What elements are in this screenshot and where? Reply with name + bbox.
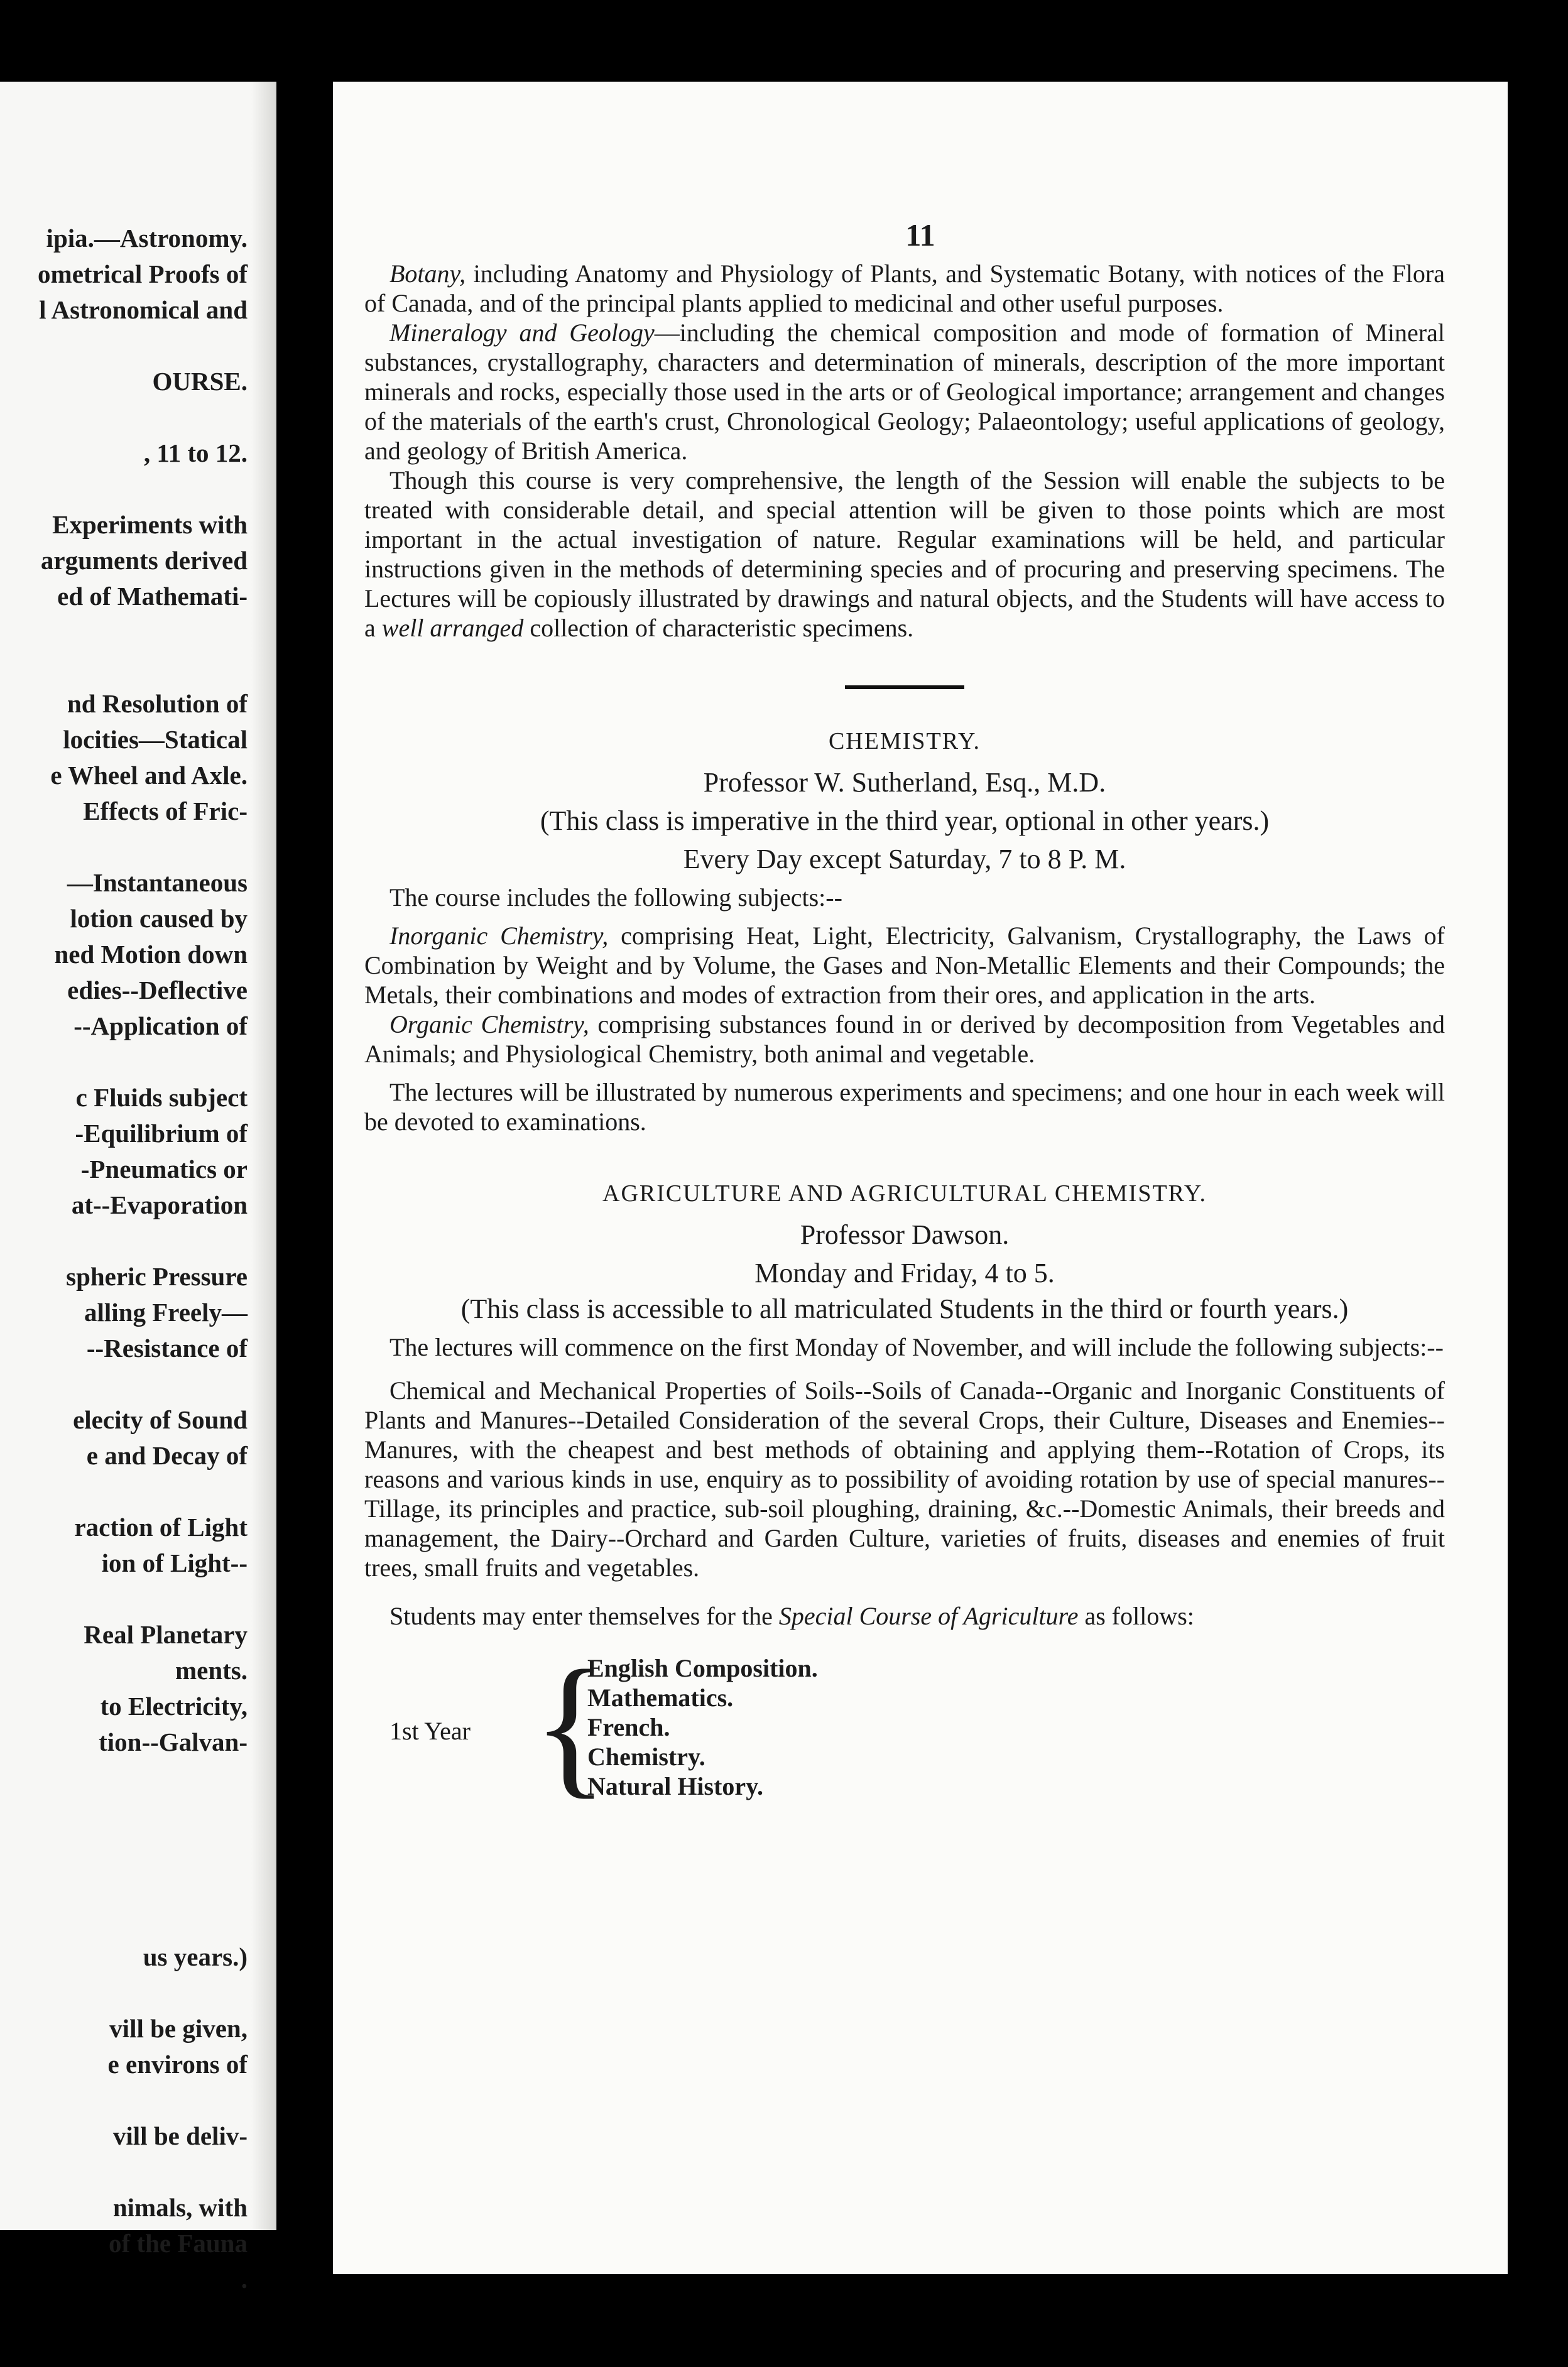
left-page-line: to Electricity, [100, 1692, 248, 1721]
left-page-line: Experiments with [52, 510, 248, 539]
left-page-line: arguments derived [40, 546, 248, 575]
left-page-line: Real Planetary [84, 1620, 248, 1649]
special-course-outro: as follows: [1078, 1602, 1194, 1630]
organic-text: comprising substances found in or derived by decomposition from Vegetables and Animals; and Physiological Chemistry, both animal and vegetable. [364, 1010, 1446, 1068]
left-page-line: locities—Statical [63, 725, 248, 754]
left-page-line: ments. [175, 1656, 248, 1685]
subject-item: English Composition. [587, 1654, 818, 1682]
agriculture-heading: AGRICULTURE AND AGRICULTURAL CHEMISTRY. [602, 1180, 1207, 1207]
left-page-line: nd Resolution of [67, 689, 248, 718]
left-page-line: vill be deliv- [112, 2121, 248, 2150]
left-page-line: e and Decay of [86, 1441, 248, 1470]
left-page-line: Effects of Fric- [83, 797, 248, 825]
agriculture-note: (This class is accessible to all matriculated Students in the third or fourth years.) [460, 1293, 1349, 1324]
first-year-label: 1st Year [389, 1717, 471, 1745]
left-page-line: us years.) [143, 1942, 248, 1971]
subject-item: French. [587, 1713, 670, 1741]
left-page-fragment [0, 82, 276, 2294]
left-page-line: ipia.—Astronomy. [46, 224, 248, 253]
left-page-line: ion of Light-- [101, 1548, 248, 1577]
mineralogy-paragraph [364, 318, 1445, 465]
left-page-line: alling Freely— [84, 1298, 248, 1327]
course-note-emphasis: well arranged [381, 614, 524, 642]
chemistry-heading: CHEMISTRY. [828, 728, 981, 754]
left-page-line: -Pneumatics or [80, 1155, 248, 1184]
chemistry-professor: Professor W. Sutherland, Esq., M.D. [703, 767, 1106, 798]
page-gutter-shadow [251, 82, 276, 2230]
brace-glyph: { [533, 1638, 608, 1812]
left-page-line: elecity of Sound [73, 1405, 248, 1434]
left-page-line: of the Fauna [109, 2229, 248, 2258]
left-page-line: ometrical Proofs of [38, 259, 248, 288]
left-page-line: edies--Deflective [67, 976, 248, 1004]
left-page-line: raction of Light [74, 1513, 248, 1542]
first-year-subjects [587, 1653, 818, 1801]
left-page-line: nimals, with [112, 2193, 248, 2222]
left-page-line: -Equilibrium of [75, 1119, 248, 1148]
special-course-line [364, 1601, 1445, 1631]
left-page-line: l Astronomical and [39, 295, 248, 324]
subject-item: Mathematics. [587, 1684, 734, 1712]
page-content [364, 259, 1445, 1810]
mineralogy-title: Mineralogy and Geology [389, 318, 655, 347]
agriculture-professor: Professor Dawson. [800, 1219, 1010, 1250]
left-page-line: tion--Galvan- [99, 1728, 248, 1756]
agriculture-intro: The lectures will commence on the first Monday of November, and will include the following subjects:-- [389, 1333, 1444, 1361]
inorganic-paragraph [364, 921, 1445, 1009]
left-page-line: e environs of [107, 2050, 248, 2079]
left-page-line: OURSE. [152, 367, 248, 396]
left-page-line: c Fluids subject [75, 1083, 248, 1112]
document-page [333, 82, 1508, 2274]
inorganic-text: comprising Heat, Light, Electricity, Galvanism, Crystallography, the Laws of Combination by Weight and by Volume, the Gases and Non-Metallic Elements and their Compounds; the Metals, their combinations and modes of extraction from their ores, and application in the arts. [364, 922, 1445, 1009]
mineralogy-text: —including the chemical composition and mode of formation of Mineral substances, crystallography, characters and determination of minerals, description of the more important minerals and rocks, especially those used in the arts or of Geological importance; arrangement and changes of the materials of the earth's crust, Chronological Geology; Palaeontology; useful applications of geology, and geology of British America. [364, 318, 1445, 465]
inorganic-title: Inorganic Chemistry, [389, 922, 609, 950]
botany-paragraph [364, 259, 1445, 318]
agriculture-schedule: Monday and Friday, 4 to 5. [754, 1258, 1055, 1288]
course-note-text-a: Though this course is very comprehensive, the length of the Session will enable the subjects to be treated with considerable detail, and special attention will be given to those points which are most important in the actual investigation of nature. Regular examinations will be held, and particular instructions given in the methods of determining species and of procuring and preserving specimens. The Lectures will be copiously illustrated by drawings and natural objects, and the Students will have access to a [364, 466, 1445, 642]
organic-paragraph [364, 1009, 1445, 1069]
special-course-intro: Students may enter themselves for the [389, 1602, 779, 1630]
left-page-line: --Application of [74, 1011, 248, 1040]
left-page-line: ed of Mathemati- [57, 582, 248, 611]
section-divider [845, 685, 964, 689]
course-note-text-b: collection of characteristic specimens. [523, 614, 914, 642]
left-page-line: at--Evaporation [71, 1190, 248, 1219]
left-page-line: lotion caused by [70, 904, 248, 933]
subject-item: Chemistry. [587, 1743, 705, 1771]
left-page-line: , 11 to 12. [143, 438, 248, 467]
chemistry-schedule: Every Day except Saturday, 7 to 8 P. M. [683, 844, 1126, 874]
botany-text: including Anatomy and Physiology of Plants, and Systematic Botany, with notices of the Flora of Canada, and of the principal plants applied to medicinal and other useful purposes. [364, 259, 1445, 317]
left-page-line: vill be given, [109, 2014, 248, 2043]
special-course-title: Special Course of Agriculture [778, 1602, 1079, 1630]
chemistry-note: (This class is imperative in the third year, optional in other years.) [540, 805, 1270, 836]
page-number: 11 [905, 217, 935, 253]
subject-item: Natural History. [587, 1772, 763, 1800]
chemistry-intro: The course includes the following subjects:-- [389, 883, 842, 911]
course-note-paragraph [364, 465, 1445, 643]
chemistry-lectures: The lectures will be illustrated by numerous experiments and specimens; and one hour in each week will be devoted to examinations. [364, 1078, 1445, 1136]
organic-title: Organic Chemistry, [389, 1010, 589, 1038]
left-page-line: --Resistance of [86, 1334, 248, 1363]
first-year-block [364, 1638, 1445, 1812]
botany-title: Botany, [389, 259, 466, 288]
left-page-line: spheric Pressure [66, 1262, 248, 1291]
left-page-line: ned Motion down [54, 940, 248, 969]
left-page-line: —Instantaneous [67, 868, 248, 897]
left-page-line: . [241, 2265, 248, 2294]
left-page-line: e Wheel and Axle. [50, 761, 248, 790]
agriculture-subjects: Chemical and Mechanical Properties of Soils--Soils of Canada--Organic and Inorganic Constituents of Plants and Manures--Detailed Consideration of the several Crops, their Culture, Diseases and Enemies--Manures, with the cheapest and best methods of obtaining and applying them--Rotation of Crops, its reasons and various kinds in use, enquiry as to possibility of avoiding rotation by use of special manures--Tillage, its principles and practice, sub-soil ploughing, draining, &c.--Domestic Animals, their breeds and management, the Dairy--Orchard and Garden Culture, varieties of fruits, diseases and enemies of fruit trees, small fruits and vegetables. [364, 1376, 1445, 1582]
